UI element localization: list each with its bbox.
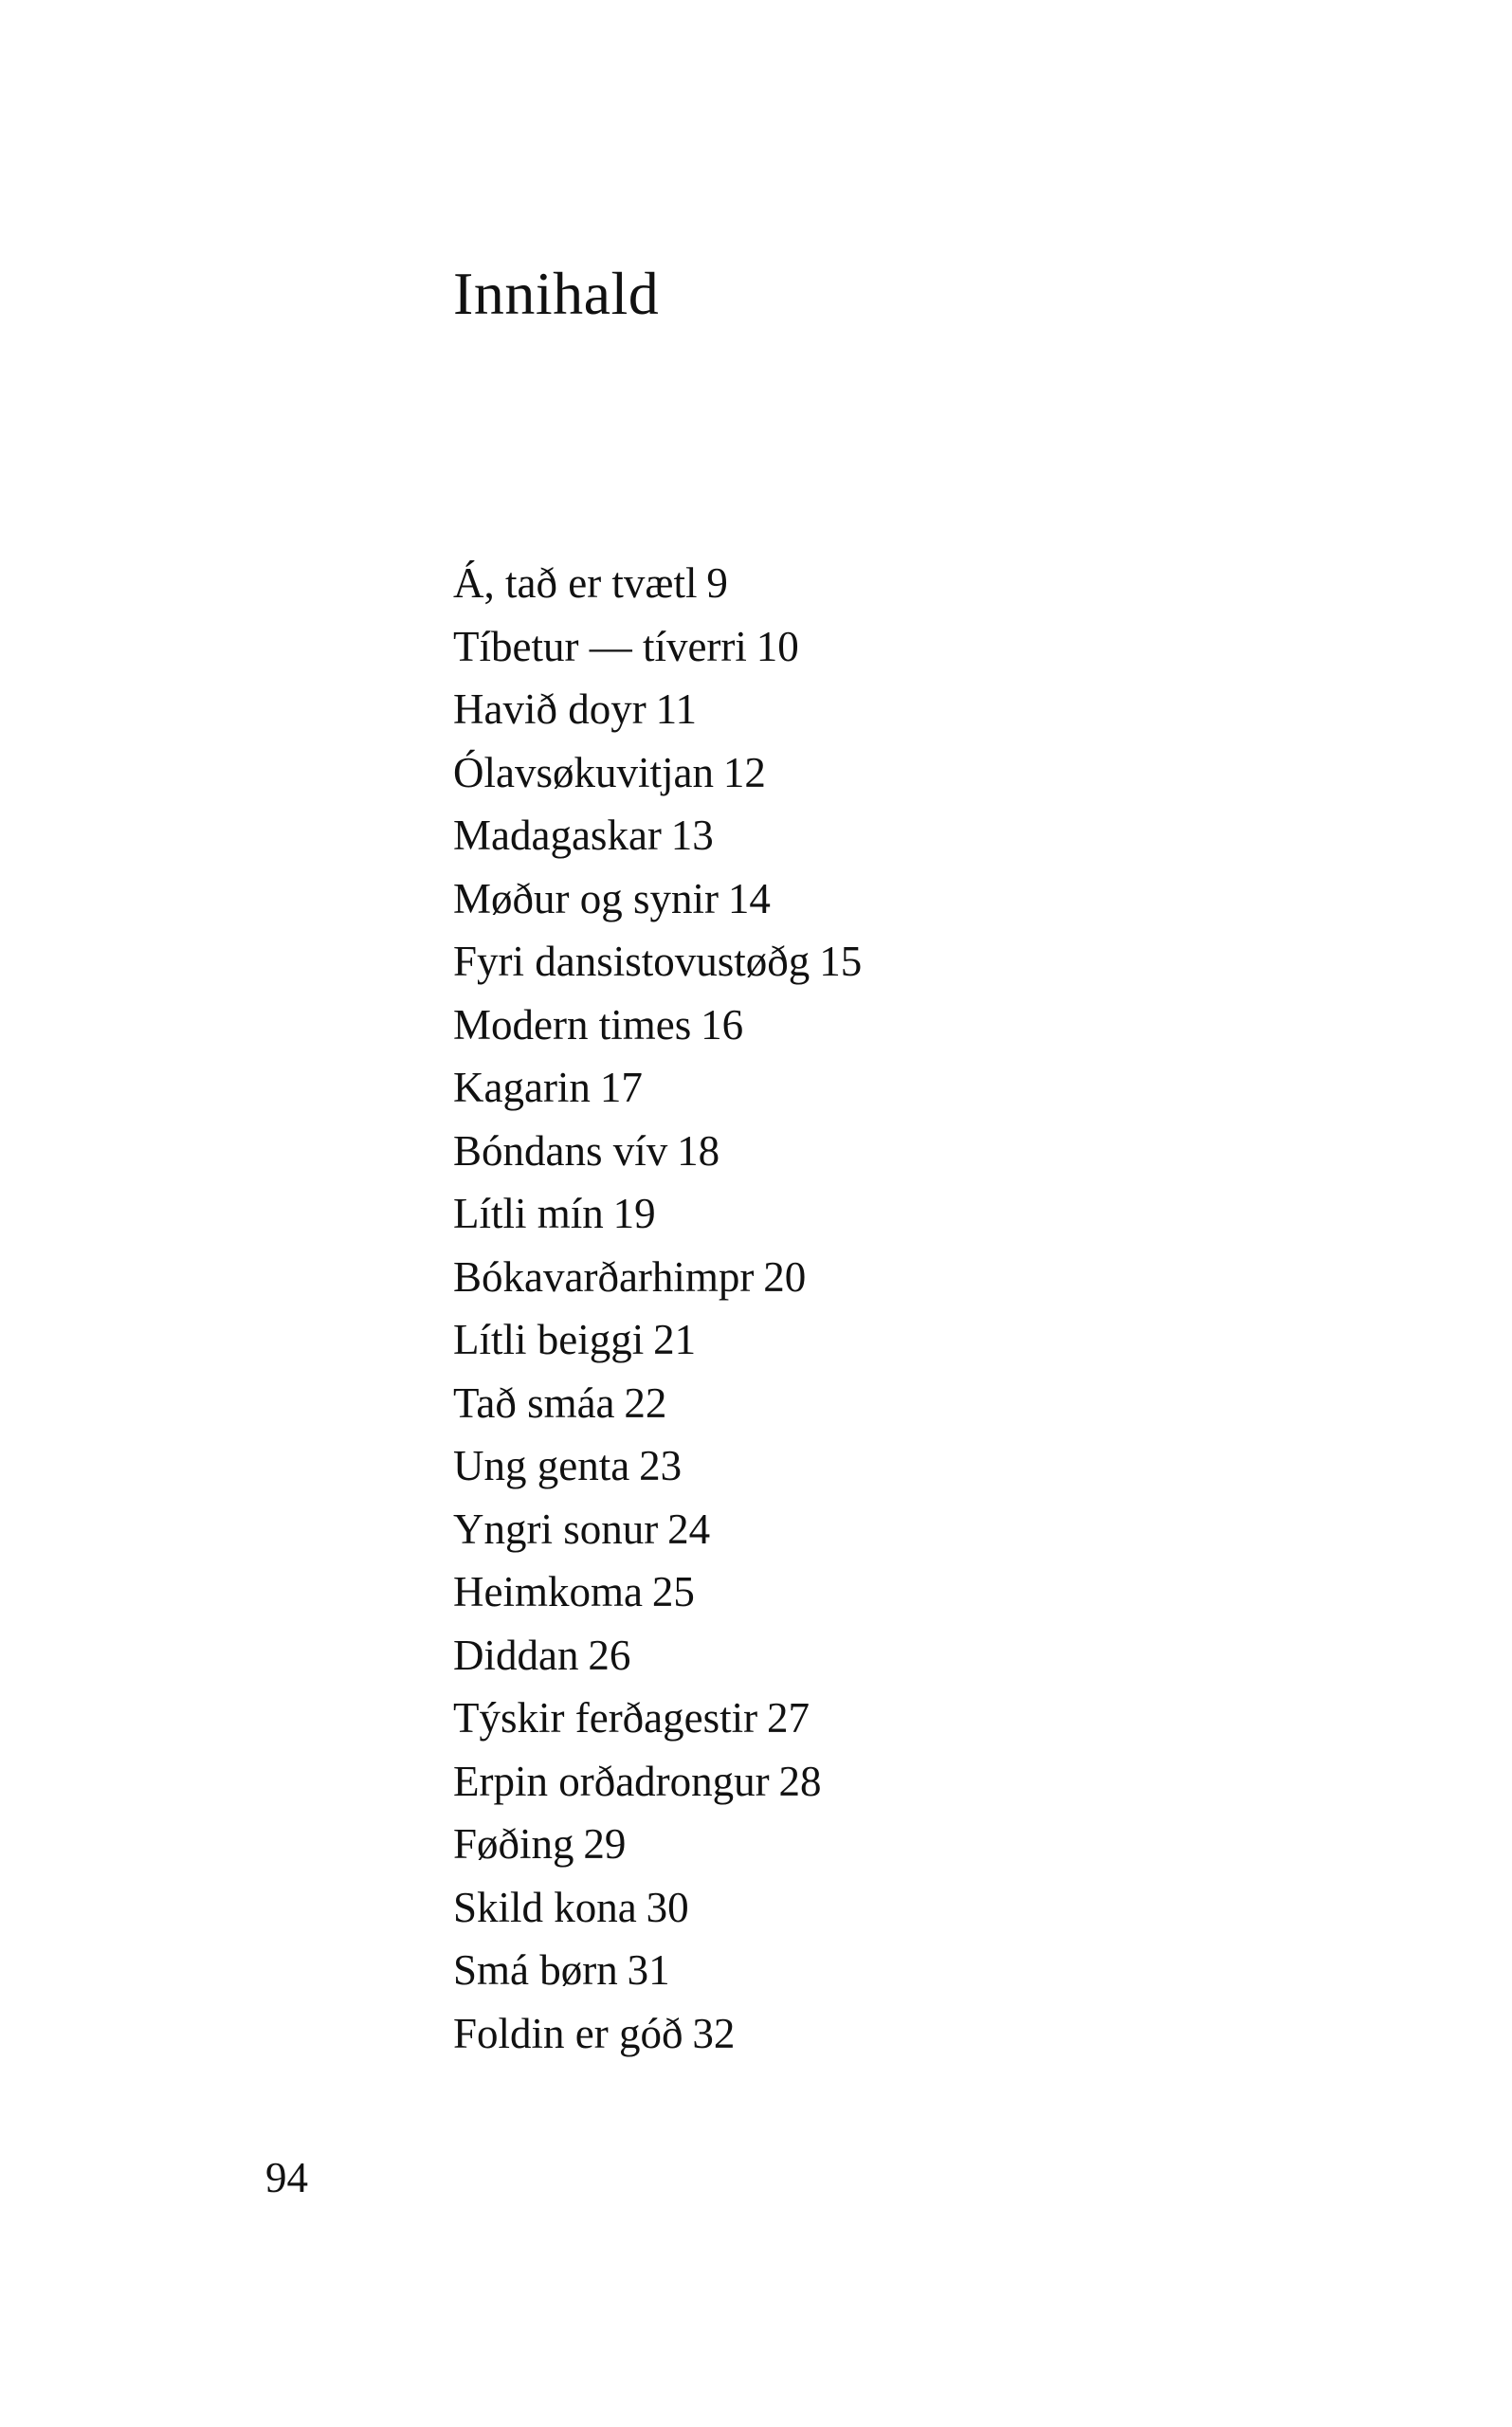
toc-entry xyxy=(453,1434,862,1498)
toc-entry-title: Møður og synir xyxy=(453,874,719,922)
toc-entry xyxy=(453,1308,862,1372)
toc-entry-page: 26 xyxy=(588,1631,631,1679)
toc-entry-title: Heimkoma xyxy=(453,1568,643,1615)
toc-entry-page: 18 xyxy=(677,1126,720,1175)
toc-entry xyxy=(453,1498,862,1561)
toc-entry-page: 12 xyxy=(722,748,766,796)
toc-entry xyxy=(453,930,862,994)
toc-entry-page: 32 xyxy=(692,2009,736,2057)
table-of-contents xyxy=(453,552,862,2065)
toc-entry xyxy=(453,552,862,615)
toc-entry-title: Lítli beiggi xyxy=(453,1316,645,1363)
toc-entry-title: Diddan xyxy=(453,1631,579,1679)
toc-entry xyxy=(453,1246,862,1309)
toc-entry xyxy=(453,1056,862,1120)
toc-entry-page: 28 xyxy=(778,1757,822,1805)
toc-entry-title: Ung genta xyxy=(453,1442,630,1489)
toc-entry-page: 19 xyxy=(612,1190,656,1237)
toc-entry-title: Fyri dansistovustøðg xyxy=(453,938,811,985)
toc-entry-title: Smá børn xyxy=(453,1946,618,1994)
toc-entry xyxy=(453,1813,862,1876)
toc-entry-page: 10 xyxy=(756,622,799,670)
toc-entry-title: Føðing xyxy=(453,1820,574,1868)
toc-entry-title: Kagarin xyxy=(453,1064,591,1111)
toc-entry-title: Yngri sonur xyxy=(453,1505,659,1553)
toc-entry-title: Ólavsøkuvitjan xyxy=(453,748,714,796)
toc-entry xyxy=(453,678,862,741)
page-number: 94 xyxy=(265,2154,308,2201)
toc-entry xyxy=(453,2002,862,2066)
toc-entry xyxy=(453,615,862,679)
toc-entry xyxy=(453,1560,862,1624)
toc-entry-title: Skild kona xyxy=(453,1883,637,1931)
toc-entry-page: 31 xyxy=(627,1946,670,1994)
toc-entry-page: 13 xyxy=(670,812,714,859)
toc-entry-page: 17 xyxy=(599,1064,643,1111)
toc-entry-page: 14 xyxy=(727,874,771,922)
toc-entry-title: Madagaskar xyxy=(453,812,662,859)
toc-entry-page: 9 xyxy=(706,559,728,607)
toc-entry-title: Bókavarðarhimpr xyxy=(453,1252,755,1301)
toc-entry-page: 21 xyxy=(653,1316,697,1363)
toc-entry-page: 25 xyxy=(651,1568,695,1615)
toc-entry-title: Tað smáa xyxy=(453,1378,615,1427)
toc-entry-title: Lítli mín xyxy=(453,1190,604,1237)
toc-entry-title: Týskir ferðagestir xyxy=(453,1694,758,1742)
toc-entry-title: Foldin er góð xyxy=(453,2009,683,2057)
toc-entry xyxy=(453,867,862,931)
toc-entry-title: Erpin orðadrongur xyxy=(453,1757,770,1805)
toc-entry-page: 15 xyxy=(819,938,863,985)
toc-entry-title: Tíbetur — tíverri xyxy=(453,622,747,670)
toc-entry-page: 30 xyxy=(646,1883,689,1931)
toc-entry xyxy=(453,1624,862,1688)
toc-entry-page: 24 xyxy=(667,1505,711,1553)
toc-entry-title: Havið doyr xyxy=(453,685,647,733)
toc-entry xyxy=(453,1876,862,1940)
toc-entry-title: Modern times xyxy=(453,1000,692,1049)
toc-entry xyxy=(453,1372,862,1435)
page-title: Innihald xyxy=(453,260,660,327)
toc-entry-page: 22 xyxy=(624,1378,667,1427)
toc-entry-page: 23 xyxy=(639,1442,683,1489)
toc-entry-page: 11 xyxy=(655,685,697,733)
toc-entry xyxy=(453,1750,862,1814)
toc-entry xyxy=(453,804,862,867)
toc-entry xyxy=(453,1687,862,1750)
toc-entry xyxy=(453,1120,862,1183)
toc-entry-page: 16 xyxy=(701,1000,744,1049)
toc-entry-page: 20 xyxy=(763,1252,807,1301)
toc-entry xyxy=(453,1939,862,2002)
toc-entry xyxy=(453,1182,862,1246)
toc-entry-title: Á, tað er tvætl xyxy=(453,559,698,607)
toc-entry-title: Bóndans vív xyxy=(453,1126,668,1175)
toc-entry xyxy=(453,994,862,1057)
toc-entry-page: 27 xyxy=(767,1694,811,1742)
toc-entry-page: 29 xyxy=(583,1820,627,1868)
toc-entry xyxy=(453,741,862,805)
